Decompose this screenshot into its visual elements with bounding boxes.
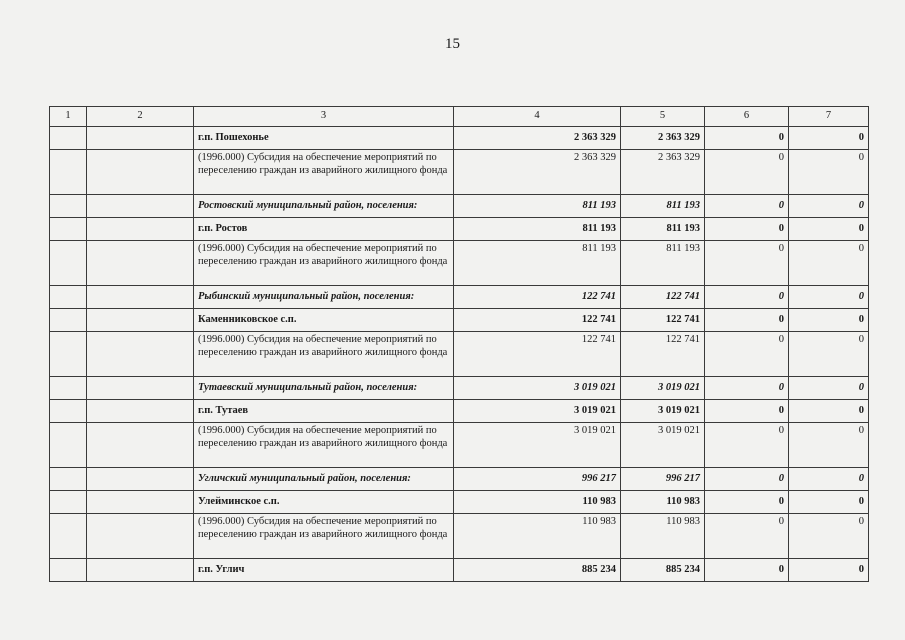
column-header-1: 1 [50, 107, 87, 127]
cell-col-4: 811 193 [454, 241, 621, 286]
column-header-3: 3 [194, 107, 454, 127]
column-header-7: 7 [789, 107, 869, 127]
table-row [50, 468, 869, 491]
cell-col-7: 0 [789, 241, 869, 286]
cell-col-5: 3 019 021 [621, 400, 705, 423]
cell-col-5: 2 363 329 [621, 150, 705, 195]
table-row [50, 127, 869, 150]
page-number: 15 [445, 36, 460, 52]
cell-col-7: 0 [789, 332, 869, 377]
cell-col-5: 2 363 329 [621, 127, 705, 150]
cell-col-7: 0 [789, 491, 869, 514]
cell-col-4: 122 741 [454, 286, 621, 309]
cell-col-4: 2 363 329 [454, 127, 621, 150]
cell-col-4: 3 019 021 [454, 377, 621, 400]
cell-col-5: 885 234 [621, 559, 705, 582]
table-row [50, 423, 869, 468]
cell-col-5: 811 193 [621, 195, 705, 218]
cell-col-6: 0 [705, 195, 789, 218]
cell-name: Угличский муниципальный район, поселения: [194, 468, 454, 491]
cell-col-6: 0 [705, 468, 789, 491]
table-row [50, 195, 869, 218]
column-header-6: 6 [705, 107, 789, 127]
cell-col-7: 0 [789, 400, 869, 423]
table-row [50, 377, 869, 400]
table-row [50, 309, 869, 332]
cell-col-1 [50, 491, 87, 514]
table-row [50, 332, 869, 377]
cell-col-5: 122 741 [621, 309, 705, 332]
cell-col-1 [50, 377, 87, 400]
cell-col-2 [87, 195, 194, 218]
cell-name: (1996.000) Субсидия на обеспечение мероприятий по переселению граждан из аварийного жилищного фонда [194, 241, 454, 286]
cell-col-1 [50, 514, 87, 559]
cell-name: (1996.000) Субсидия на обеспечение мероприятий по переселению граждан из аварийного жилищного фонда [194, 332, 454, 377]
cell-col-5: 3 019 021 [621, 423, 705, 468]
cell-col-6: 0 [705, 309, 789, 332]
table-row [50, 491, 869, 514]
cell-col-5: 3 019 021 [621, 377, 705, 400]
table-row [50, 150, 869, 195]
cell-name: г.п. Пошехонье [194, 127, 454, 150]
cell-col-1 [50, 218, 87, 241]
cell-col-2 [87, 400, 194, 423]
cell-col-4: 811 193 [454, 218, 621, 241]
cell-col-1 [50, 400, 87, 423]
column-header-2: 2 [87, 107, 194, 127]
cell-col-7: 0 [789, 514, 869, 559]
cell-col-7: 0 [789, 218, 869, 241]
cell-col-5: 122 741 [621, 332, 705, 377]
column-header-5: 5 [621, 107, 705, 127]
cell-col-2 [87, 218, 194, 241]
table-row [50, 400, 869, 423]
cell-col-6: 0 [705, 332, 789, 377]
budget-table [49, 106, 869, 582]
cell-col-2 [87, 309, 194, 332]
cell-col-2 [87, 286, 194, 309]
cell-col-1 [50, 286, 87, 309]
cell-col-4: 996 217 [454, 468, 621, 491]
cell-name: Рыбинский муниципальный район, поселения: [194, 286, 454, 309]
cell-col-7: 0 [789, 150, 869, 195]
cell-col-2 [87, 468, 194, 491]
cell-name: г.п. Ростов [194, 218, 454, 241]
table-row [50, 241, 869, 286]
cell-name: (1996.000) Субсидия на обеспечение мероприятий по переселению граждан из аварийного жилищного фонда [194, 150, 454, 195]
cell-col-7: 0 [789, 309, 869, 332]
cell-col-6: 0 [705, 127, 789, 150]
cell-col-1 [50, 195, 87, 218]
cell-col-6: 0 [705, 241, 789, 286]
cell-col-1 [50, 332, 87, 377]
table-row [50, 218, 869, 241]
cell-col-6: 0 [705, 218, 789, 241]
cell-col-2 [87, 127, 194, 150]
cell-col-2 [87, 332, 194, 377]
cell-col-6: 0 [705, 377, 789, 400]
cell-col-1 [50, 241, 87, 286]
cell-col-5: 811 193 [621, 241, 705, 286]
table-row [50, 286, 869, 309]
cell-name: г.п. Тутаев [194, 400, 454, 423]
cell-col-4: 811 193 [454, 195, 621, 218]
cell-name: (1996.000) Субсидия на обеспечение мероприятий по переселению граждан из аварийного жилищного фонда [194, 514, 454, 559]
cell-col-6: 0 [705, 423, 789, 468]
cell-col-6: 0 [705, 514, 789, 559]
cell-col-7: 0 [789, 468, 869, 491]
cell-col-6: 0 [705, 400, 789, 423]
cell-col-4: 885 234 [454, 559, 621, 582]
cell-name: Тутаевский муниципальный район, поселения: [194, 377, 454, 400]
cell-col-4: 110 983 [454, 514, 621, 559]
cell-col-2 [87, 377, 194, 400]
cell-col-4: 122 741 [454, 332, 621, 377]
cell-col-6: 0 [705, 559, 789, 582]
cell-col-1 [50, 559, 87, 582]
cell-col-1 [50, 423, 87, 468]
cell-col-5: 110 983 [621, 491, 705, 514]
table-row [50, 514, 869, 559]
cell-col-4: 3 019 021 [454, 400, 621, 423]
cell-col-7: 0 [789, 195, 869, 218]
cell-col-6: 0 [705, 491, 789, 514]
cell-col-4: 122 741 [454, 309, 621, 332]
cell-col-2 [87, 491, 194, 514]
cell-col-7: 0 [789, 423, 869, 468]
cell-col-4: 2 363 329 [454, 150, 621, 195]
cell-col-5: 996 217 [621, 468, 705, 491]
cell-col-4: 110 983 [454, 491, 621, 514]
cell-col-5: 110 983 [621, 514, 705, 559]
cell-col-5: 122 741 [621, 286, 705, 309]
cell-name: г.п. Углич [194, 559, 454, 582]
table-row [50, 559, 869, 582]
cell-col-7: 0 [789, 377, 869, 400]
column-header-4: 4 [454, 107, 621, 127]
cell-col-7: 0 [789, 127, 869, 150]
cell-col-6: 0 [705, 150, 789, 195]
cell-col-2 [87, 241, 194, 286]
cell-name: (1996.000) Субсидия на обеспечение мероприятий по переселению граждан из аварийного жилищного фонда [194, 423, 454, 468]
cell-name: Ростовский муниципальный район, поселения: [194, 195, 454, 218]
cell-col-1 [50, 468, 87, 491]
cell-col-6: 0 [705, 286, 789, 309]
column-number-row [50, 107, 869, 127]
cell-name: Улейминское с.п. [194, 491, 454, 514]
cell-col-1 [50, 150, 87, 195]
cell-col-2 [87, 423, 194, 468]
cell-name: Каменниковское с.п. [194, 309, 454, 332]
cell-col-7: 0 [789, 286, 869, 309]
cell-col-5: 811 193 [621, 218, 705, 241]
cell-col-4: 3 019 021 [454, 423, 621, 468]
cell-col-2 [87, 514, 194, 559]
cell-col-2 [87, 559, 194, 582]
cell-col-1 [50, 127, 87, 150]
cell-col-2 [87, 150, 194, 195]
cell-col-7: 0 [789, 559, 869, 582]
cell-col-1 [50, 309, 87, 332]
